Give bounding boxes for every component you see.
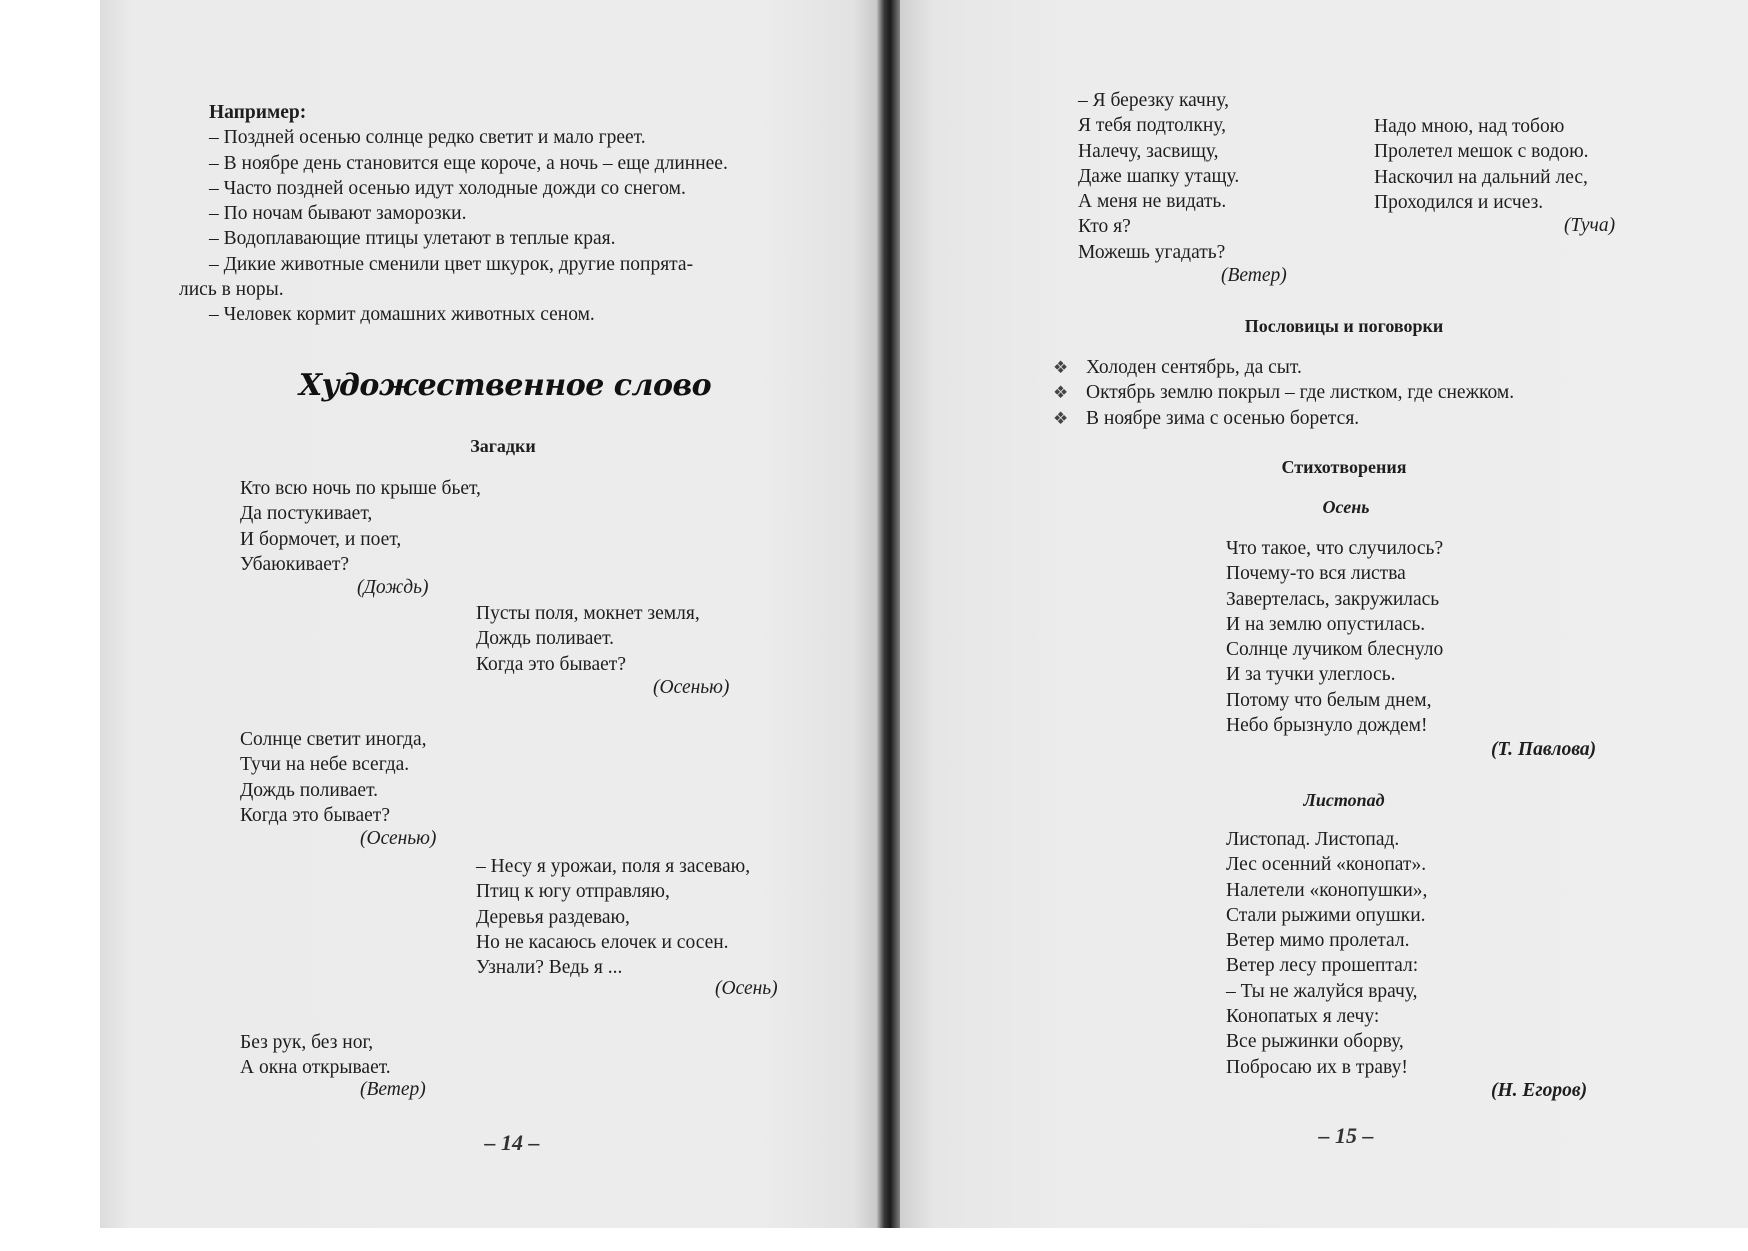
page-number: – 14 –: [484, 1130, 540, 1155]
riddle-line: Тучи на небе всегда.: [240, 754, 410, 776]
riddle-line: Даже шапку утащу.: [1078, 165, 1240, 187]
poem-line: И за тучки улеглось.: [1226, 664, 1396, 686]
proverb-text: В ноябре зима с осенью борется.: [1086, 407, 1360, 429]
intro-line: лись в норы.: [179, 279, 284, 301]
poem-line: Побросаю их в траву!: [1226, 1056, 1408, 1078]
poem-2: [1226, 827, 1427, 1080]
riddle-line: Наскочил на дальний лес,: [1374, 166, 1588, 188]
riddle-answer: (Осенью): [653, 677, 730, 698]
proverbs-list: [1053, 355, 1514, 431]
riddle-2: [476, 601, 700, 677]
riddle-line: Налечу, засвищу,: [1078, 140, 1219, 162]
poem-line: Все рыжинки оборву,: [1226, 1031, 1404, 1053]
poems-heading: Стихотворения: [1281, 457, 1407, 477]
riddle-line: Дождь поливает.: [240, 779, 379, 801]
riddle-line: А меня не видать.: [1078, 191, 1227, 213]
section-title: Художественное слово: [298, 368, 712, 403]
riddle-1: [240, 476, 481, 577]
poem-line: Солнце лучиком блеснуло: [1226, 639, 1444, 661]
riddle-line: Дождь поливает.: [476, 628, 615, 650]
poem-line: И на землю опустилась.: [1226, 613, 1426, 635]
diamond-bullet-icon: ❖: [1053, 383, 1069, 403]
riddle-line: Но не касаюсь елочек и сосен.: [476, 931, 729, 953]
poem-1: [1226, 536, 1443, 738]
riddle-line: Деревья раздеваю,: [476, 906, 630, 928]
poem-author: (Т. Павлова): [1491, 739, 1597, 760]
intro-line: – Человек кормит домашних животных сеном.: [209, 304, 595, 326]
proverb-item: [1053, 406, 1514, 431]
poem-author: (Н. Егоров): [1491, 1080, 1588, 1101]
riddle-line: – Несу я урожаи, поля я засеваю,: [476, 856, 751, 877]
riddle-line: Без рук, без ног,: [240, 1032, 374, 1053]
riddle-line: Когда это бывает?: [476, 653, 626, 675]
poem-line: Что такое, что случилось?: [1226, 538, 1444, 559]
riddle-answer: (Ветер): [1221, 265, 1287, 286]
intro-label: Например:: [209, 102, 307, 123]
intro-line: – По ночам бывают заморозки.: [209, 203, 467, 225]
intro-line: – Водоплавающие птицы улетают в теплые края.: [209, 228, 616, 250]
poem-line: Налетели «конопушки»,: [1226, 879, 1428, 901]
riddle-4: [476, 854, 750, 980]
riddle-line: – Я березку качну,: [1078, 90, 1229, 111]
diamond-bullet-icon: ❖: [1053, 358, 1069, 377]
poem-title: Листопад: [1303, 790, 1385, 810]
riddle-answer: (Дождь): [357, 577, 429, 598]
poem-line: Почему-то вся листва: [1226, 563, 1406, 585]
poem-line: Завертелась, закружилась: [1226, 588, 1440, 610]
riddle-line: И бормочет, и поет,: [240, 528, 402, 550]
poem-line: – Ты не жалуйся врачу,: [1226, 980, 1418, 1002]
riddle-line: А окна открывает.: [240, 1057, 391, 1079]
poem-line: Лес осенний «конопат».: [1226, 854, 1427, 876]
riddle-line: Убаюкивает?: [240, 553, 350, 575]
poem-line: Конопатых я лечу:: [1226, 1006, 1380, 1028]
riddle-line: Кто всю ночь по крыше бьет,: [240, 478, 481, 499]
riddle-line: Узнали? Ведь я ...: [476, 957, 623, 979]
intro-block: [179, 100, 728, 328]
intro-line: – В ноябре день становится еще короче, а ночь – еще длиннее.: [209, 152, 728, 174]
riddle-line: Проходился и исчез.: [1374, 191, 1544, 213]
poem-line: Ветер мимо пролетал.: [1226, 930, 1410, 952]
riddle-line: Птиц к югу отправляю,: [476, 881, 670, 903]
proverb-text: Холоден сентябрь, да сыт.: [1086, 357, 1302, 378]
riddle-line: Пусты поля, мокнет земля,: [476, 603, 700, 624]
poem-line: Небо брызнуло дождем!: [1226, 715, 1428, 737]
proverbs-heading: Пословицы и поговорки: [1244, 316, 1444, 336]
poem-line: Ветер лесу прошептал:: [1226, 955, 1419, 977]
riddle-answer: (Осень): [715, 978, 778, 999]
intro-line: – Дикие животные сменили цвет шкурок, другие попрята-: [209, 253, 694, 275]
riddle-line: Когда это бывает?: [240, 804, 390, 826]
riddle-line: Я тебя подтолкну,: [1078, 115, 1226, 137]
riddle-answer: (Ветер): [360, 1079, 426, 1100]
diamond-bullet-icon: ❖: [1053, 408, 1069, 428]
proverb-text: Октябрь землю покрыл – где листком, где снежком.: [1086, 382, 1515, 404]
proverb-item: [1053, 380, 1514, 405]
riddle-3: [240, 727, 427, 828]
riddle-line: Да постукивает,: [240, 503, 373, 525]
riddle-line: Надо мною, над тобою: [1374, 116, 1565, 137]
poem-line: Стали рыжими опушки.: [1226, 904, 1426, 926]
riddle-wind: [1078, 88, 1239, 265]
riddle-cloud: [1374, 114, 1589, 215]
riddle-answer: (Осенью): [360, 828, 437, 849]
intro-line: – Часто поздней осенью идут холодные дожди со снегом.: [209, 177, 686, 199]
riddle-line: Солнце светит иногда,: [240, 729, 427, 750]
riddle-answer: (Туча): [1564, 215, 1616, 236]
riddle-5: [240, 1030, 391, 1081]
intro-line: – Поздней осенью солнце редко светит и мало греет.: [209, 127, 646, 149]
poem-title: Осень: [1322, 497, 1370, 517]
poem-line: Потому что белым днем,: [1226, 689, 1432, 711]
riddles-heading: Загадки: [470, 436, 536, 456]
riddle-line: Пролетел мешок с водою.: [1374, 141, 1589, 163]
book-spine: [877, 0, 901, 1228]
page-number: – 15 –: [1318, 1123, 1374, 1148]
riddle-line: Кто я?: [1078, 216, 1131, 238]
poem-line: Листопад. Листопад.: [1226, 829, 1400, 850]
proverb-item: [1053, 355, 1514, 380]
riddle-line: Можешь угадать?: [1078, 241, 1226, 263]
